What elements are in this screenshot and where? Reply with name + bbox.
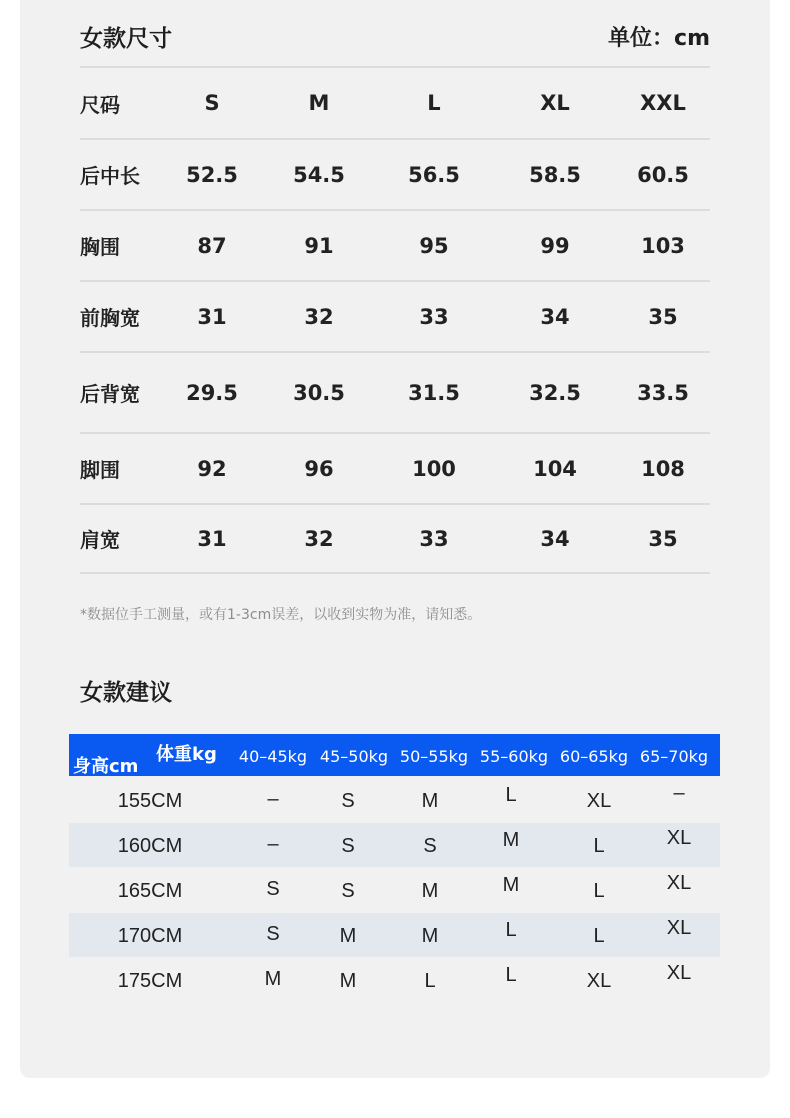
size-row <box>80 210 710 281</box>
recommended-size: S <box>266 878 280 900</box>
recommended-size: L <box>593 835 605 857</box>
size-cell: 31.5 <box>374 352 494 433</box>
size-row <box>80 504 710 573</box>
size-cell: 34 <box>494 281 616 352</box>
size-cell: 31 <box>160 504 264 573</box>
size-cell: S <box>160 67 264 139</box>
size-cell: 32.5 <box>494 352 616 433</box>
weight-range: 45–50kg <box>319 747 389 766</box>
recommended-size: M <box>264 968 282 990</box>
recommended-size: M <box>421 925 439 947</box>
recommended-size: L <box>505 919 517 941</box>
recommended-size: L <box>505 964 517 986</box>
size-cell: 33.5 <box>616 352 710 433</box>
measurement-note: *数据位手工测量，或有1-3cm误差，以收到实物为准，请知悉。 <box>80 607 482 623</box>
size-cell: 30.5 <box>264 352 374 433</box>
size-cell: 96 <box>264 433 374 504</box>
recommendation-row <box>69 913 720 957</box>
recommended-size: – <box>673 782 685 804</box>
height-value: 160CM <box>117 835 183 857</box>
size-row-label: 后背宽 <box>80 352 160 433</box>
height-header: 身高cm <box>73 756 139 777</box>
recommended-size: S <box>423 835 437 857</box>
size-row-label: 前胸宽 <box>80 281 160 352</box>
size-cell: 103 <box>616 210 710 281</box>
recommended-size: S <box>341 835 355 857</box>
recommended-size: S <box>341 790 355 812</box>
size-cell: 100 <box>374 433 494 504</box>
height-value: 155CM <box>117 790 183 812</box>
unit-label: 单位：cm <box>608 25 710 51</box>
size-cell: 104 <box>494 433 616 504</box>
recommended-size: XL <box>666 917 692 939</box>
height-value: 175CM <box>117 970 183 992</box>
size-cell: 32 <box>264 504 374 573</box>
size-row-label: 胸围 <box>80 210 160 281</box>
recommended-size: M <box>339 970 357 992</box>
size-cell: 95 <box>374 210 494 281</box>
size-cell: 35 <box>616 504 710 573</box>
recommendation-title: 女款建议 <box>80 680 172 706</box>
height-value: 165CM <box>117 880 183 902</box>
size-cell: 35 <box>616 281 710 352</box>
height-value: 170CM <box>117 925 183 947</box>
weight-range: 55–60kg <box>479 747 549 766</box>
size-chart-table <box>80 66 710 574</box>
size-cell: 31 <box>160 281 264 352</box>
recommended-size: M <box>502 829 520 851</box>
recommended-size: XL <box>666 827 692 849</box>
recommended-size: L <box>505 784 517 806</box>
size-row <box>80 352 710 433</box>
weight-range: 40–45kg <box>238 747 308 766</box>
recommended-size: L <box>593 925 605 947</box>
size-cell: 29.5 <box>160 352 264 433</box>
size-row-label: 尺码 <box>80 67 160 139</box>
recommended-size: XL <box>666 872 692 894</box>
size-cell: 99 <box>494 210 616 281</box>
recommended-size: M <box>421 790 439 812</box>
size-cell: 33 <box>374 504 494 573</box>
size-cell: L <box>374 67 494 139</box>
size-row <box>80 281 710 352</box>
recommended-size: XL <box>666 962 692 984</box>
size-row <box>80 139 710 210</box>
size-cell: 58.5 <box>494 139 616 210</box>
size-cell: 34 <box>494 504 616 573</box>
size-cell: 91 <box>264 210 374 281</box>
weight-header: 体重kg <box>156 744 217 765</box>
size-cell: 92 <box>160 433 264 504</box>
recommended-size: M <box>502 874 520 896</box>
recommended-size: L <box>424 970 436 992</box>
size-cell: XL <box>494 67 616 139</box>
recommended-size: XL <box>586 970 612 992</box>
size-cell: 33 <box>374 281 494 352</box>
recommendation-row <box>69 823 720 867</box>
recommended-size: L <box>593 880 605 902</box>
recommended-size: – <box>267 788 279 810</box>
recommendation-row <box>69 958 720 1002</box>
size-cell: XXL <box>616 67 710 139</box>
size-row-label: 后中长 <box>80 139 160 210</box>
size-row-label: 肩宽 <box>80 504 160 573</box>
recommended-size: XL <box>586 790 612 812</box>
weight-range: 60–65kg <box>559 747 629 766</box>
size-cell: 56.5 <box>374 139 494 210</box>
size-cell: 60.5 <box>616 139 710 210</box>
size-chart-header <box>80 18 710 54</box>
recommended-size: S <box>266 923 280 945</box>
size-cell: 87 <box>160 210 264 281</box>
size-cell: 32 <box>264 281 374 352</box>
weight-range: 50–55kg <box>399 747 469 766</box>
recommendation-row <box>69 868 720 912</box>
size-row <box>80 433 710 504</box>
size-chart-title: 女款尺寸 <box>80 25 172 52</box>
size-row-label: 脚围 <box>80 433 160 504</box>
recommended-size: M <box>421 880 439 902</box>
recommendation-row <box>69 778 720 822</box>
recommendation-table <box>69 734 720 992</box>
recommended-size: – <box>267 833 279 855</box>
size-cell: M <box>264 67 374 139</box>
size-cell: 54.5 <box>264 139 374 210</box>
recommended-size: S <box>341 880 355 902</box>
weight-range: 65–70kg <box>639 747 709 766</box>
recommendation-header <box>69 734 720 776</box>
size-cell: 52.5 <box>160 139 264 210</box>
size-row <box>80 67 710 139</box>
size-cell: 108 <box>616 433 710 504</box>
recommended-size: M <box>339 925 357 947</box>
